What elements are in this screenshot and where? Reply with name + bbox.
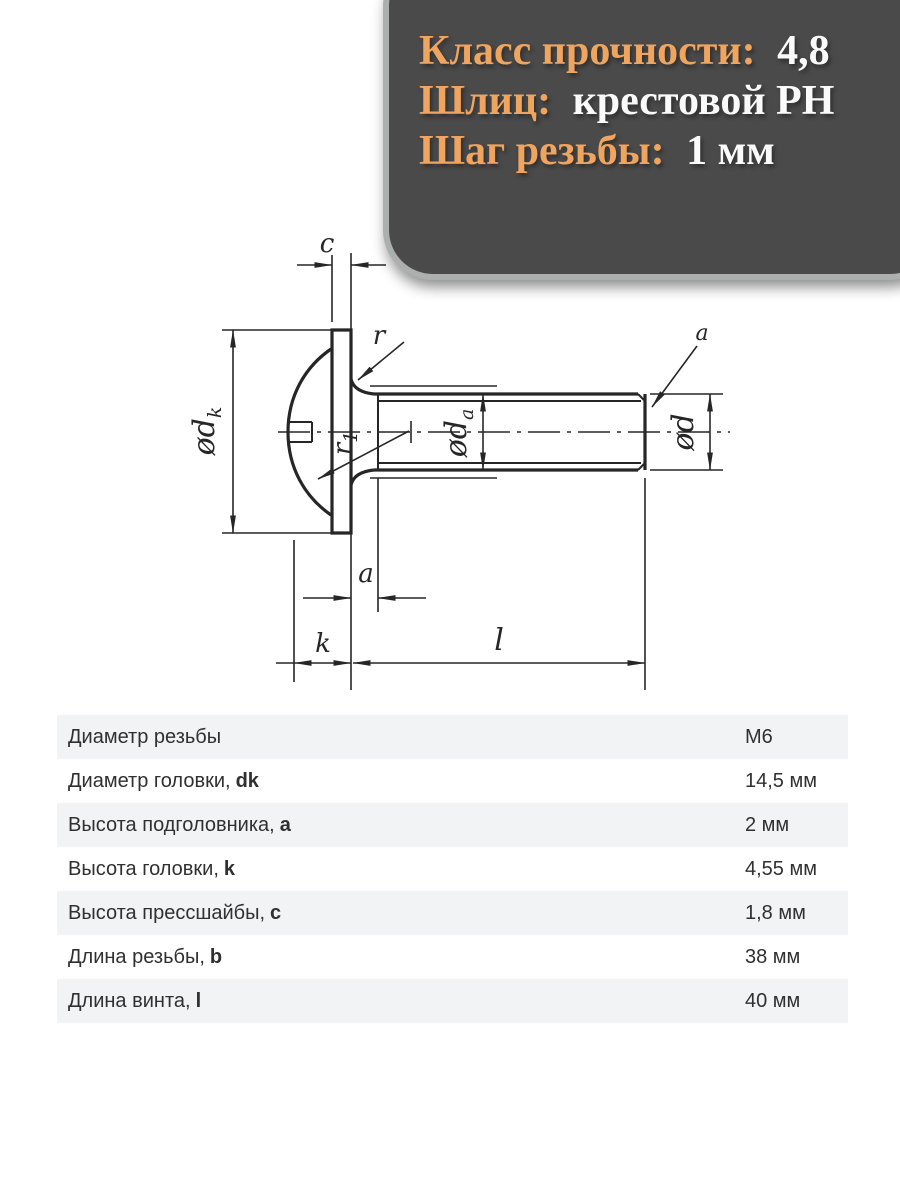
spec-row-shoulder-height: [57, 803, 848, 847]
leader-fillet-radius: [358, 321, 404, 380]
dim-label-chamfer-a: a: [695, 321, 709, 346]
dim-label-a: a: [358, 559, 374, 589]
dim-label-l: l: [494, 623, 504, 658]
dim-label-c: c: [319, 229, 335, 259]
spec-row-thread-diameter: [57, 715, 848, 759]
dim-label-dk: [187, 407, 226, 457]
dim-shoulder-height: [303, 478, 426, 612]
spec-label-text: Высота подголовника,: [68, 814, 275, 836]
badge-label: Шлиц:: [419, 78, 552, 124]
spec-label: [68, 891, 281, 935]
spec-value: 2 мм: [745, 814, 790, 836]
spec-row-thread-length: [57, 935, 848, 979]
badge-label: Класс прочности:: [419, 28, 756, 74]
spec-table: [57, 715, 848, 1023]
spec-value: 4,55 мм: [745, 858, 817, 880]
spec-symbol: k: [223, 858, 236, 880]
spec-row-washer-height: [57, 891, 848, 935]
badge-value: 1 мм: [686, 128, 775, 174]
badge-value: крестовой PH: [572, 78, 835, 124]
dim-label-dk-main: ød: [187, 418, 222, 456]
spec-row-head-height: [57, 847, 848, 891]
spec-row-head-diameter: [57, 759, 848, 803]
spec-label-text: Высота головки,: [68, 858, 219, 880]
spec-label: [68, 803, 291, 847]
spec-value: 38 мм: [745, 946, 801, 968]
dim-washer-thickness: [297, 229, 386, 690]
spec-symbol: a: [279, 814, 291, 836]
dim-screw-length: [353, 478, 645, 690]
dim-head-height: [276, 540, 351, 682]
spec-value: 1,8 мм: [745, 902, 806, 924]
dim-head-diameter: [187, 330, 332, 533]
dim-label-dk-sub: k: [204, 406, 226, 419]
spec-label: [68, 759, 259, 803]
dim-label-d: ød: [666, 413, 701, 451]
dim-label-da-main: ød: [439, 420, 474, 458]
spec-value: 40 мм: [745, 990, 801, 1012]
spec-label-text: Диаметр головки,: [68, 770, 231, 792]
dim-label-r: r: [372, 321, 386, 351]
spec-symbol: c: [270, 902, 282, 924]
spec-label-text: Высота прессшайбы,: [68, 902, 266, 924]
dim-label-da: [439, 409, 478, 459]
spec-symbol: dk: [235, 770, 259, 792]
spec-symbol: b: [209, 946, 223, 968]
spec-row-screw-length: [57, 979, 848, 1023]
dim-label-da-sub: a: [456, 408, 478, 421]
spec-value: М6: [745, 726, 773, 748]
spec-value: 14,5 мм: [745, 770, 817, 792]
spec-label: [68, 935, 222, 979]
spec-label: [68, 979, 201, 1023]
spec-label: [68, 715, 226, 759]
dim-label-k: k: [315, 629, 331, 659]
dim-label-r1-sub: 1: [340, 430, 362, 443]
spec-symbol: l: [195, 990, 202, 1012]
dim-thread-diameter: [650, 394, 723, 470]
spec-label-text: Длина резьбы,: [68, 946, 205, 968]
dim-label-r1-main: r: [328, 442, 358, 456]
spec-label-text: Длина винта,: [68, 990, 191, 1012]
spec-label-text: Диаметр резьбы: [68, 726, 222, 748]
badge-label: Шаг резьбы:: [419, 128, 665, 174]
spec-label: [68, 847, 235, 891]
badge-value: 4,8: [777, 28, 830, 74]
